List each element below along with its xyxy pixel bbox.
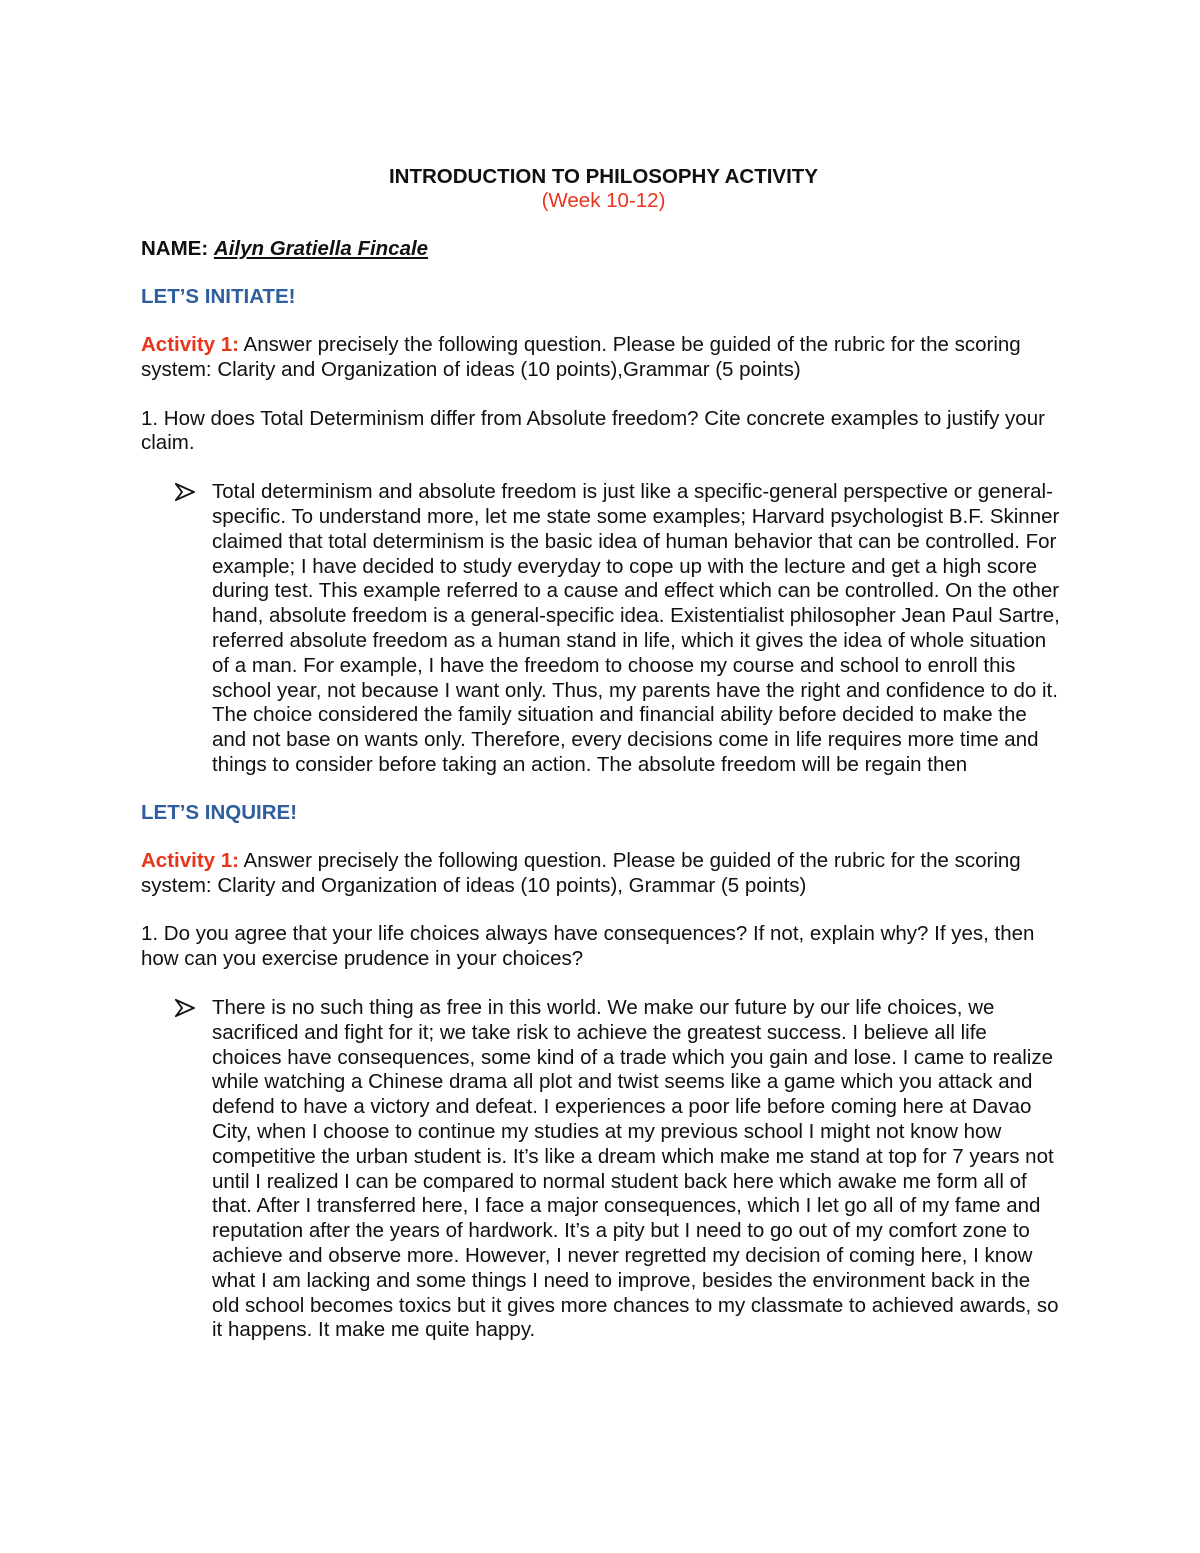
student-name: Ailyn Gratiella Fincale xyxy=(213,237,429,260)
activity-label: Activity 1: xyxy=(141,848,239,872)
answer-initiate xyxy=(212,480,1062,778)
student-name-line xyxy=(141,237,1066,261)
activity-text: Answer precisely the following question. Please be guided of the rubric for the scoring system: Clarity and Organization of ideas (10 points),Grammar (5 points) xyxy=(141,333,1021,381)
section-heading-inquire: LET’S INQUIRE! xyxy=(141,800,298,824)
activity-instructions-inquire xyxy=(141,849,1066,899)
name-label: NAME: xyxy=(141,237,209,260)
arrow-bullet-icon xyxy=(175,999,195,1017)
question-inquire: 1. Do you agree that your life choices always have consequences? If not, explain why? If yes, then how can you exercise prudence in your choices? xyxy=(141,922,1035,971)
document-title: INTRODUCTION TO PHILOSOPHY ACTIVITY xyxy=(388,165,818,188)
arrow-bullet-icon xyxy=(175,483,195,501)
answer-inquire xyxy=(212,996,1062,1343)
document-page xyxy=(141,165,1066,1343)
answer-text: Total determinism and absolute freedom is just like a specific-general perspective or general-specific. To understand more, let me state some examples; Harvard psychologist B.F. Skinner claimed that total determinism is the basic idea of human behavior that can be controlled. For example; I have decided to study everyday to cope up with the lecture and get a high score during test. This example referred to a cause and effect which can be controlled. On the other hand, absolute freedom is a general-specific idea. Existentialist philosopher Jean Paul Sartre, referred absolute freedom as a human stand in life, which it gives the idea of whole situation of a man. For example, I have the freedom to choose my course and school to enroll this school year, not because I want only. Thus, my parents have the right and confidence to do it. The choice considered the family situation and financial ability before decided to make the and not base on wants only. Therefore, every decisions come in life requires more time and things to consider before taking an action. The absolute freedom will be regain then xyxy=(212,480,1060,776)
question-initiate: 1. How does Total Determinism differ from Absolute freedom? Cite concrete examples to justify your claim. xyxy=(141,406,1045,455)
document-subtitle: (Week 10-12) xyxy=(541,189,666,212)
answer-text: There is no such thing as free in this world. We make our future by our life choices, we sacrificed and fight for it; we take risk to achieve the greatest success. I believe all life choices have consequences, some kind of a trade which you gain and lose. I came to realize while watching a Chinese drama all plot and twist seems like a game which you attack and defend to have a victory and defeat. I experiences a poor life before coming here at Davao City, when I choose to continue my studies at my previous school I might not know how competitive the urban student is. It’s like a dream which make me stand at top for 7 years not until I realized I can be compared to normal student back here which awake me form all of that. After I transferred here, I face a major consequences, which I let go all of my fame and reputation after the years of hardwork. It’s a pity but I need to go out of my comfort zone to achieve and observe more. However, I never regretted my decision of coming here, I know what I am lacking and some things I need to improve, besides the environment back in the old school becomes toxics but it gives more chances to my classmate to achieved awards, so it happens. It make me quite happy. xyxy=(212,995,1059,1342)
activity-instructions-initiate xyxy=(141,333,1066,383)
activity-label: Activity 1: xyxy=(141,333,239,356)
activity-text: Answer precisely the following question. Please be guided of the rubric for the scoring system: Clarity and Organization of ideas (10 points), Grammar (5 points) xyxy=(141,848,1021,897)
section-heading-initiate: LET’S INITIATE! xyxy=(141,285,296,308)
